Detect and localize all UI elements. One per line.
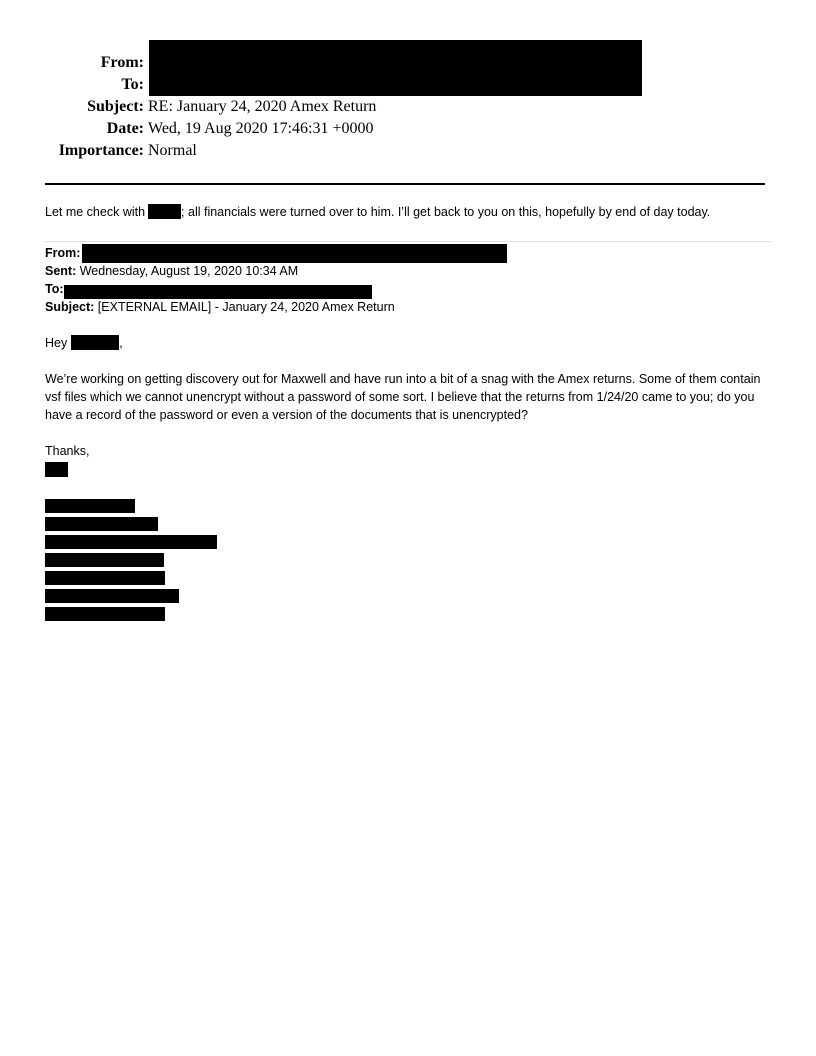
original-message-divider bbox=[45, 241, 771, 242]
closing: Thanks, bbox=[45, 444, 90, 458]
reply-text-after: ; all financials were turned over to him. I’ll get back to you on this, hopefully by end of day today. bbox=[181, 205, 711, 219]
redaction-signature-line-6 bbox=[45, 589, 179, 603]
original-sent-label: Sent: bbox=[45, 264, 77, 278]
original-subject-label: Subject: bbox=[45, 300, 95, 314]
redaction-signature-line-1 bbox=[45, 499, 135, 513]
header-from-label: From: bbox=[100, 54, 144, 71]
redaction-sender-name bbox=[45, 462, 68, 477]
header-subject-value: RE: January 24, 2020 Amex Return bbox=[148, 98, 377, 115]
redaction-greeting-name bbox=[71, 335, 119, 350]
header-divider bbox=[45, 183, 765, 185]
redaction-reply-name bbox=[148, 204, 181, 219]
original-from-label: From: bbox=[45, 246, 81, 260]
header-importance-label: Importance: bbox=[58, 142, 144, 159]
reply-text-before: Let me check with bbox=[45, 205, 146, 219]
original-to-label: To: bbox=[45, 282, 64, 296]
redaction-original-from bbox=[82, 244, 507, 263]
message-body: We’re working on getting discovery out for Maxwell and have run into a bit of a snag with the Amex returns. Some of them contain vsf files which we cannot unencrypt without a password of some sort. I believe that the returns from 1/24/20 came to you; do you have a record of the password or even a version of the documents that is unencrypted? bbox=[45, 372, 761, 422]
reply-text bbox=[45, 203, 710, 221]
header-date-label: Date: bbox=[106, 120, 144, 137]
original-sent-value: Wednesday, August 19, 2020 10:34 AM bbox=[79, 264, 299, 278]
greeting-text: Hey bbox=[45, 336, 68, 350]
original-subject-value: [EXTERNAL EMAIL] - January 24, 2020 Amex Return bbox=[97, 300, 395, 314]
redaction-signature-line-3 bbox=[45, 535, 217, 549]
redaction-signature-line-7 bbox=[45, 607, 165, 621]
greeting-punct: , bbox=[119, 336, 123, 350]
redaction-header-from-to bbox=[149, 40, 642, 96]
greeting bbox=[45, 334, 123, 352]
redaction-original-to bbox=[64, 285, 372, 299]
header-date-value: Wed, 19 Aug 2020 17:46:31 +0000 bbox=[148, 120, 374, 137]
original-sent-row bbox=[45, 262, 298, 280]
header-to-label: To: bbox=[121, 76, 144, 93]
original-to-row bbox=[45, 280, 64, 298]
original-subject-row bbox=[45, 298, 395, 316]
redaction-signature-line-5 bbox=[45, 571, 165, 585]
header-subject-label: Subject: bbox=[87, 98, 144, 115]
redaction-signature-line-2 bbox=[45, 517, 158, 531]
redaction-signature-line-4 bbox=[45, 553, 164, 567]
header-importance-value: Normal bbox=[148, 142, 197, 159]
original-from-row bbox=[45, 244, 80, 262]
